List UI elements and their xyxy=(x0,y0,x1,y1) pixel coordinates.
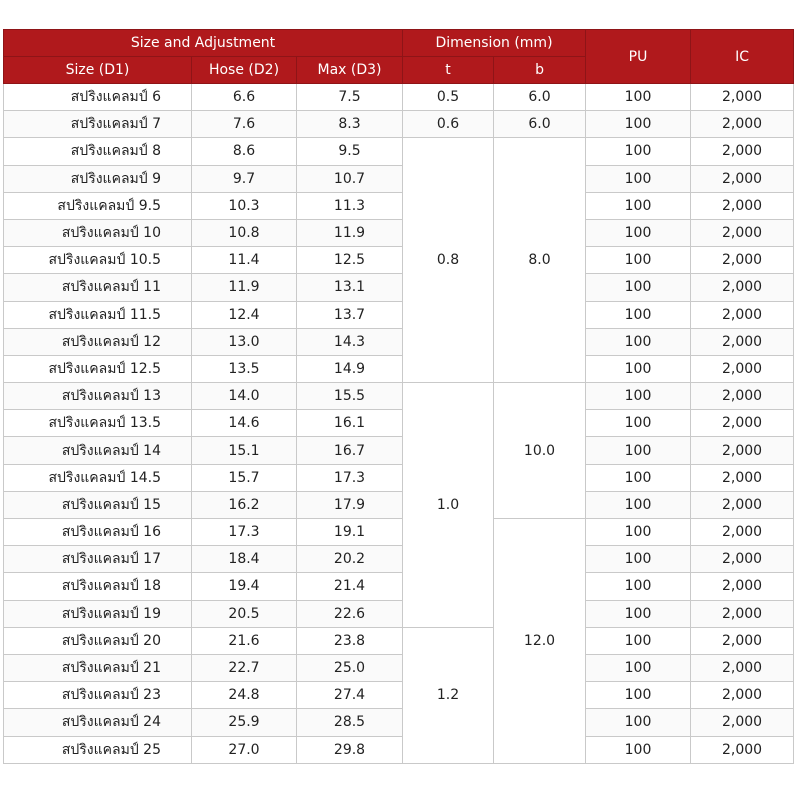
cell-size: สปริงแคลมป์ 11.5 xyxy=(4,301,192,328)
cell-ic: 2,000 xyxy=(691,682,794,709)
cell-hose: 14.0 xyxy=(192,383,297,410)
cell-hose: 13.0 xyxy=(192,328,297,355)
cell-t: 0.6 xyxy=(403,111,494,138)
cell-size: สปริงแคลมป์ 13.5 xyxy=(4,410,192,437)
cell-max: 12.5 xyxy=(297,247,403,274)
cell-size: สปริงแคลมป์ 10.5 xyxy=(4,247,192,274)
table-row xyxy=(4,464,794,491)
cell-max: 19.1 xyxy=(297,519,403,546)
cell-hose: 8.6 xyxy=(192,138,297,165)
cell-max: 14.9 xyxy=(297,355,403,382)
table-row xyxy=(4,736,794,763)
table-row xyxy=(4,355,794,382)
cell-size: สปริงแคลมป์ 7 xyxy=(4,111,192,138)
table-row xyxy=(4,165,794,192)
cell-size: สปริงแคลมป์ 25 xyxy=(4,736,192,763)
cell-ic: 2,000 xyxy=(691,111,794,138)
cell-ic: 2,000 xyxy=(691,437,794,464)
cell-b: 6.0 xyxy=(494,84,586,111)
cell-pu: 100 xyxy=(586,682,691,709)
cell-ic: 2,000 xyxy=(691,247,794,274)
table-row xyxy=(4,573,794,600)
cell-pu: 100 xyxy=(586,654,691,681)
cell-pu: 100 xyxy=(586,111,691,138)
cell-pu: 100 xyxy=(586,464,691,491)
cell-max: 20.2 xyxy=(297,546,403,573)
cell-max: 23.8 xyxy=(297,627,403,654)
table-body xyxy=(4,84,794,764)
table-row xyxy=(4,600,794,627)
cell-ic: 2,000 xyxy=(691,274,794,301)
cell-size: สปริงแคลมป์ 18 xyxy=(4,573,192,600)
cell-pu: 100 xyxy=(586,709,691,736)
table-row xyxy=(4,138,794,165)
table-header xyxy=(4,30,794,84)
cell-hose: 6.6 xyxy=(192,84,297,111)
cell-pu: 100 xyxy=(586,301,691,328)
cell-pu: 100 xyxy=(586,219,691,246)
cell-t: 0.8 xyxy=(403,138,494,383)
header-pu: PU xyxy=(586,30,691,84)
cell-hose: 7.6 xyxy=(192,111,297,138)
header-hose-d2: Hose (D2) xyxy=(192,57,297,84)
table-row xyxy=(4,546,794,573)
cell-ic: 2,000 xyxy=(691,491,794,518)
cell-max: 27.4 xyxy=(297,682,403,709)
cell-size: สปริงแคลมป์ 10 xyxy=(4,219,192,246)
cell-max: 17.3 xyxy=(297,464,403,491)
cell-b: 10.0 xyxy=(494,383,586,519)
cell-hose: 16.2 xyxy=(192,491,297,518)
cell-hose: 17.3 xyxy=(192,519,297,546)
cell-ic: 2,000 xyxy=(691,627,794,654)
cell-max: 10.7 xyxy=(297,165,403,192)
cell-max: 16.7 xyxy=(297,437,403,464)
cell-max: 15.5 xyxy=(297,383,403,410)
cell-hose: 11.9 xyxy=(192,274,297,301)
cell-pu: 100 xyxy=(586,84,691,111)
cell-hose: 11.4 xyxy=(192,247,297,274)
cell-size: สปริงแคลมป์ 14.5 xyxy=(4,464,192,491)
cell-pu: 100 xyxy=(586,546,691,573)
cell-hose: 20.5 xyxy=(192,600,297,627)
cell-pu: 100 xyxy=(586,491,691,518)
header-b: b xyxy=(494,57,586,84)
cell-max: 28.5 xyxy=(297,709,403,736)
cell-hose: 15.1 xyxy=(192,437,297,464)
cell-size: สปริงแคลมป์ 21 xyxy=(4,654,192,681)
cell-pu: 100 xyxy=(586,138,691,165)
cell-size: สปริงแคลมป์ 17 xyxy=(4,546,192,573)
table-row xyxy=(4,410,794,437)
cell-ic: 2,000 xyxy=(691,546,794,573)
cell-ic: 2,000 xyxy=(691,192,794,219)
cell-b: 12.0 xyxy=(494,519,586,764)
cell-max: 11.9 xyxy=(297,219,403,246)
table-row xyxy=(4,437,794,464)
header-dimension: Dimension (mm) xyxy=(403,30,586,57)
cell-size: สปริงแคลมป์ 20 xyxy=(4,627,192,654)
table-row xyxy=(4,274,794,301)
cell-max: 14.3 xyxy=(297,328,403,355)
cell-pu: 100 xyxy=(586,355,691,382)
cell-size: สปริงแคลมป์ 16 xyxy=(4,519,192,546)
cell-t: 0.5 xyxy=(403,84,494,111)
cell-size: สปริงแคลมป์ 19 xyxy=(4,600,192,627)
cell-max: 7.5 xyxy=(297,84,403,111)
cell-pu: 100 xyxy=(586,573,691,600)
table-row xyxy=(4,192,794,219)
header-max-d3: Max (D3) xyxy=(297,57,403,84)
cell-ic: 2,000 xyxy=(691,736,794,763)
cell-t: 1.2 xyxy=(403,627,494,763)
header-size-and-adjustment: Size and Adjustment xyxy=(4,30,403,57)
cell-ic: 2,000 xyxy=(691,165,794,192)
cell-pu: 100 xyxy=(586,192,691,219)
cell-max: 9.5 xyxy=(297,138,403,165)
cell-hose: 21.6 xyxy=(192,627,297,654)
cell-size: สปริงแคลมป์ 9.5 xyxy=(4,192,192,219)
cell-ic: 2,000 xyxy=(691,219,794,246)
cell-max: 29.8 xyxy=(297,736,403,763)
table-row xyxy=(4,627,794,654)
header-ic: IC xyxy=(691,30,794,84)
cell-hose: 19.4 xyxy=(192,573,297,600)
table-row xyxy=(4,247,794,274)
cell-size: สปริงแคลมป์ 8 xyxy=(4,138,192,165)
table-row xyxy=(4,709,794,736)
cell-pu: 100 xyxy=(586,383,691,410)
cell-ic: 2,000 xyxy=(691,600,794,627)
cell-pu: 100 xyxy=(586,410,691,437)
cell-ic: 2,000 xyxy=(691,383,794,410)
cell-hose: 15.7 xyxy=(192,464,297,491)
cell-ic: 2,000 xyxy=(691,84,794,111)
cell-ic: 2,000 xyxy=(691,464,794,491)
cell-b: 8.0 xyxy=(494,138,586,383)
cell-ic: 2,000 xyxy=(691,301,794,328)
cell-size: สปริงแคลมป์ 15 xyxy=(4,491,192,518)
cell-max: 16.1 xyxy=(297,410,403,437)
cell-hose: 14.6 xyxy=(192,410,297,437)
cell-pu: 100 xyxy=(586,519,691,546)
table-row xyxy=(4,328,794,355)
table-row xyxy=(4,111,794,138)
cell-ic: 2,000 xyxy=(691,519,794,546)
cell-max: 11.3 xyxy=(297,192,403,219)
table-row xyxy=(4,654,794,681)
cell-pu: 100 xyxy=(586,165,691,192)
cell-hose: 22.7 xyxy=(192,654,297,681)
cell-ic: 2,000 xyxy=(691,709,794,736)
cell-hose: 25.9 xyxy=(192,709,297,736)
cell-size: สปริงแคลมป์ 12 xyxy=(4,328,192,355)
header-row-group xyxy=(4,30,794,57)
cell-hose: 13.5 xyxy=(192,355,297,382)
cell-b: 6.0 xyxy=(494,111,586,138)
table-row xyxy=(4,519,794,546)
cell-pu: 100 xyxy=(586,627,691,654)
cell-t: 1.0 xyxy=(403,383,494,628)
table-row xyxy=(4,84,794,111)
cell-hose: 10.3 xyxy=(192,192,297,219)
header-t: t xyxy=(403,57,494,84)
cell-size: สปริงแคลมป์ 11 xyxy=(4,274,192,301)
cell-pu: 100 xyxy=(586,736,691,763)
spec-table xyxy=(3,29,794,764)
cell-size: สปริงแคลมป์ 23 xyxy=(4,682,192,709)
cell-ic: 2,000 xyxy=(691,328,794,355)
cell-max: 22.6 xyxy=(297,600,403,627)
cell-size: สปริงแคลมป์ 24 xyxy=(4,709,192,736)
cell-pu: 100 xyxy=(586,600,691,627)
cell-pu: 100 xyxy=(586,328,691,355)
cell-hose: 27.0 xyxy=(192,736,297,763)
cell-pu: 100 xyxy=(586,437,691,464)
cell-size: สปริงแคลมป์ 6 xyxy=(4,84,192,111)
cell-hose: 24.8 xyxy=(192,682,297,709)
header-size-d1: Size (D1) xyxy=(4,57,192,84)
cell-hose: 18.4 xyxy=(192,546,297,573)
cell-size: สปริงแคลมป์ 14 xyxy=(4,437,192,464)
cell-pu: 100 xyxy=(586,247,691,274)
cell-hose: 10.8 xyxy=(192,219,297,246)
cell-max: 13.1 xyxy=(297,274,403,301)
cell-ic: 2,000 xyxy=(691,355,794,382)
cell-size: สปริงแคลมป์ 9 xyxy=(4,165,192,192)
cell-max: 21.4 xyxy=(297,573,403,600)
table-row xyxy=(4,219,794,246)
cell-max: 13.7 xyxy=(297,301,403,328)
cell-hose: 12.4 xyxy=(192,301,297,328)
cell-max: 25.0 xyxy=(297,654,403,681)
cell-max: 8.3 xyxy=(297,111,403,138)
table-row xyxy=(4,301,794,328)
cell-max: 17.9 xyxy=(297,491,403,518)
cell-size: สปริงแคลมป์ 13 xyxy=(4,383,192,410)
table-row xyxy=(4,682,794,709)
cell-ic: 2,000 xyxy=(691,410,794,437)
cell-size: สปริงแคลมป์ 12.5 xyxy=(4,355,192,382)
cell-pu: 100 xyxy=(586,274,691,301)
cell-ic: 2,000 xyxy=(691,654,794,681)
cell-hose: 9.7 xyxy=(192,165,297,192)
table-row xyxy=(4,383,794,410)
cell-ic: 2,000 xyxy=(691,573,794,600)
table-row xyxy=(4,491,794,518)
cell-ic: 2,000 xyxy=(691,138,794,165)
